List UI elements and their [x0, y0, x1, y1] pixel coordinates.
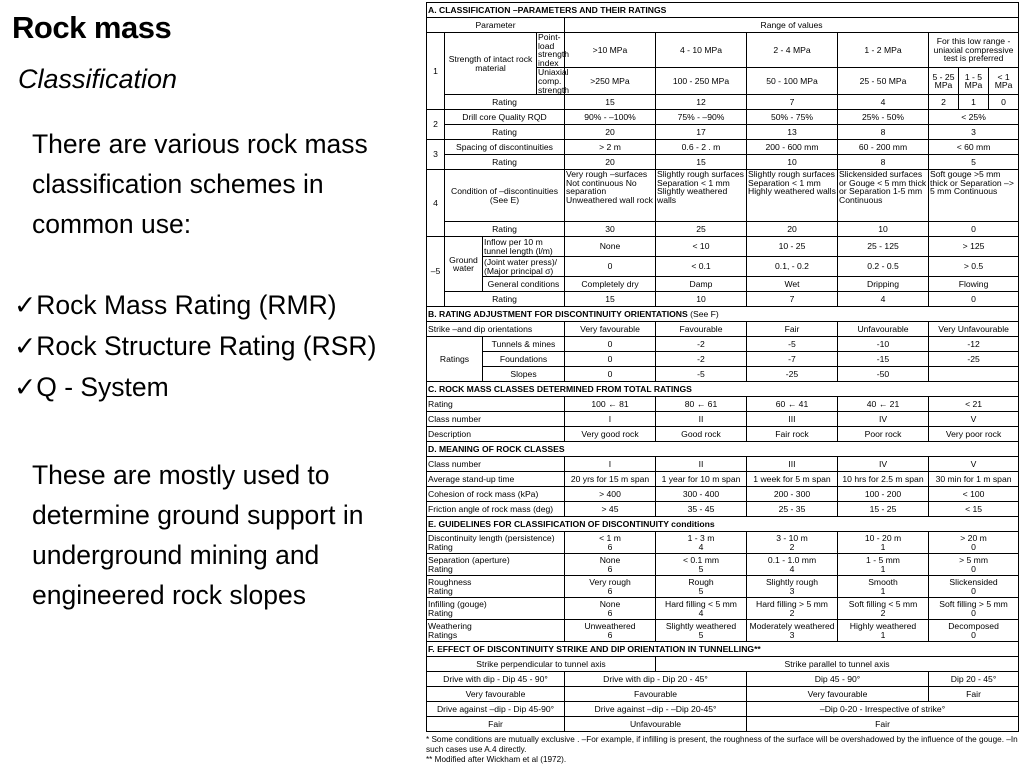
- scheme-item: ✓Rock Mass Rating (RMR): [14, 290, 337, 320]
- table-row: General conditions Completely dry Damp Wet Dripping Flowing: [427, 277, 1019, 292]
- table-row: Discontinuity length (persistence) Rating < 1 m 6 1 - 3 m 4 3 - 10 m 2 10 - 20 m 1 > 20 m 0: [427, 532, 1019, 554]
- slide-subtitle: Classification: [18, 64, 178, 94]
- rating-table: [426, 2, 1019, 732]
- table-row: Very favourable Favourable Very favourable Fair: [427, 687, 1019, 702]
- table-row: 3 Spacing of discontinuities > 2 m 0.6 - 2 . m 200 - 600 mm 60 - 200 mm < 60 mm: [427, 140, 1019, 155]
- table-row: Uniaxial comp. strength >250 MPa 100 - 250 MPa 50 - 100 MPa 25 - 50 MPa 5 - 25 MPa 1 - 5 MPa < 1 MPa: [427, 68, 1019, 95]
- footnote: * Some conditions are mutually exclusive . –For example, if infilling is present, the roughness of the surface will be overshadowed by the influence of the gouge. –In such cases use A.4 directly.: [426, 735, 1018, 755]
- checkmark-icon: ✓: [14, 290, 37, 320]
- table-row: Class number I II III IV V: [427, 457, 1019, 472]
- table-row: Cohesion of rock mass (kPa) > 400 300 - 400 200 - 300 100 - 200 < 100: [427, 487, 1019, 502]
- table-row: Strike perpendicular to tunnel axis Strike parallel to tunnel axis: [427, 657, 1019, 672]
- table-row: Separation (aperture) Rating None 6 < 0.1 mm 5 0.1 - 1.0 mm 4 1 - 5 mm 1 > 5 mm 0: [427, 554, 1019, 576]
- table-row: Rating 20 17 13 8 3: [427, 125, 1019, 140]
- table-row: Drive against –dip - Dip 45-90° Drive against –dip - –Dip 20-45° –Dip 0-20 - Irrespective of strike°: [427, 702, 1019, 717]
- rmr-classification-table: [426, 2, 1018, 764]
- checkmark-icon: ✓: [14, 372, 37, 402]
- checkmark-icon: ✓: [14, 331, 37, 361]
- table-row: Rating 20 15 10 8 5: [427, 155, 1019, 170]
- table-row: –5 Ground water Inflow per 10 m tunnel length (l/m) None < 10 10 - 25 25 - 125 > 125: [427, 237, 1019, 257]
- table-row: Rating 15 12 7 4 2 1 0: [427, 95, 1019, 110]
- table-row: Roughness Rating Very rough 6 Rough 5 Slightly rough 3 Smooth 1 Slickensided 0: [427, 576, 1019, 598]
- section-e-header: E. GUIDELINES FOR CLASSIFICATION OF DISCONTINUITY conditions: [427, 517, 1019, 532]
- table-row: Strike –and dip orientations Very favourable Favourable Fair Unfavourable Very Unfavourable: [427, 322, 1019, 337]
- table-row: Foundations 0 -2 -7 -15 -25: [427, 352, 1019, 367]
- footnote: ** Modified after Wickham et al (1972).: [426, 755, 567, 765]
- table-row: Infilling (gouge) Rating None 6 Hard filling < 5 mm 4 Hard filling > 5 mm 2 Soft filling < 5 mm 2 Soft filling > 5 mm 0: [427, 598, 1019, 620]
- table-row: Slopes 0 -5 -25 -50: [427, 367, 1019, 382]
- section-c-header: C. ROCK MASS CLASSES DETERMINED FROM TOTAL RATINGS: [427, 382, 1019, 397]
- table-row: Rating 15 10 7 4 0: [427, 292, 1019, 307]
- table-row: Parameter Range of values: [427, 18, 1019, 33]
- section-f-header: F. EFFECT OF DISCONTINUITY STRIKE AND DIP ORIENTATION IN TUNNELLING**: [427, 642, 1019, 657]
- section-d-header: D. MEANING OF ROCK CLASSES: [427, 442, 1019, 457]
- table-row: (Joint water press)/ (Major principal σ) 0 < 0.1 0.1, - 0.2 0.2 - 0.5 > 0.5: [427, 257, 1019, 277]
- table-row: Average stand-up time 20 yrs for 15 m span 1 year for 10 m span 1 week for 5 m span 10 hrs for 2.5 m span 30 min for 1 m span: [427, 472, 1019, 487]
- table-row: Friction angle of rock mass (deg) > 45 35 - 45 25 - 35 15 - 25 < 15: [427, 502, 1019, 517]
- table-row: Description Very good rock Good rock Fair rock Poor rock Very poor rock: [427, 427, 1019, 442]
- section-a-header: A. CLASSIFICATION –PARAMETERS AND THEIR RATINGS: [427, 3, 1019, 18]
- intro-paragraph: There are various rock mass classification schemes in common use:: [32, 129, 368, 239]
- table-row: 4 Condition of –discontinuities (See E) Very rough –surfaces Not continuous No separation Unweathered wall rock Slightly rough surfaces Separation < 1 mm Slightly weathered walls Slightly rough surfaces Separation < 1 mm Highly weathered walls Slickensided surfaces or Gouge < 5 mm thick or Separation 1-5 mm Continuous Soft gouge >5 mm thick or Separation –> 5 mm Continuous: [427, 170, 1019, 222]
- table-row: 2 Drill core Quality RQD 90% - –100% 75% - –90% 50% - 75% 25% - 50% < 25%: [427, 110, 1019, 125]
- scheme-item: ✓Q - System: [14, 372, 169, 402]
- table-row: Ratings Tunnels & mines 0 -2 -5 -10 -12: [427, 337, 1019, 352]
- closing-paragraph: These are mostly used to determine ground support in underground mining and engineered rock slopes: [32, 460, 364, 610]
- table-row: 1 Strength of intact rock material Point-load strength index >10 MPa 4 - 10 MPa 2 - 4 MPa 1 - 2 MPa For this low range - uniaxial compressive test is preferred: [427, 33, 1019, 68]
- table-row: Class number I II III IV V: [427, 412, 1019, 427]
- table-row: Weathering Ratings Unweathered 6 Slightly weathered 5 Moderately weathered 3 Highly weathered 1 Decomposed 0: [427, 620, 1019, 642]
- table-row: Drive with dip - Dip 45 - 90° Drive with dip - Dip 20 - 45° Dip 45 - 90° Dip 20 - 45°: [427, 672, 1019, 687]
- table-footnotes: [426, 735, 1018, 765]
- slide-title: Rock mass: [12, 10, 172, 45]
- table-row: Rating 100 ← 81 80 ← 61 60 ← 41 40 ← 21 < 21: [427, 397, 1019, 412]
- scheme-item: ✓Rock Structure Rating (RSR): [14, 331, 377, 361]
- scheme-list: [14, 285, 376, 408]
- section-b-header: B. RATING ADJUSTMENT FOR DISCONTINUITY ORIENTATIONS (See F): [427, 307, 1019, 322]
- table-row: Fair Unfavourable Fair: [427, 717, 1019, 732]
- table-row: Rating 30 25 20 10 0: [427, 222, 1019, 237]
